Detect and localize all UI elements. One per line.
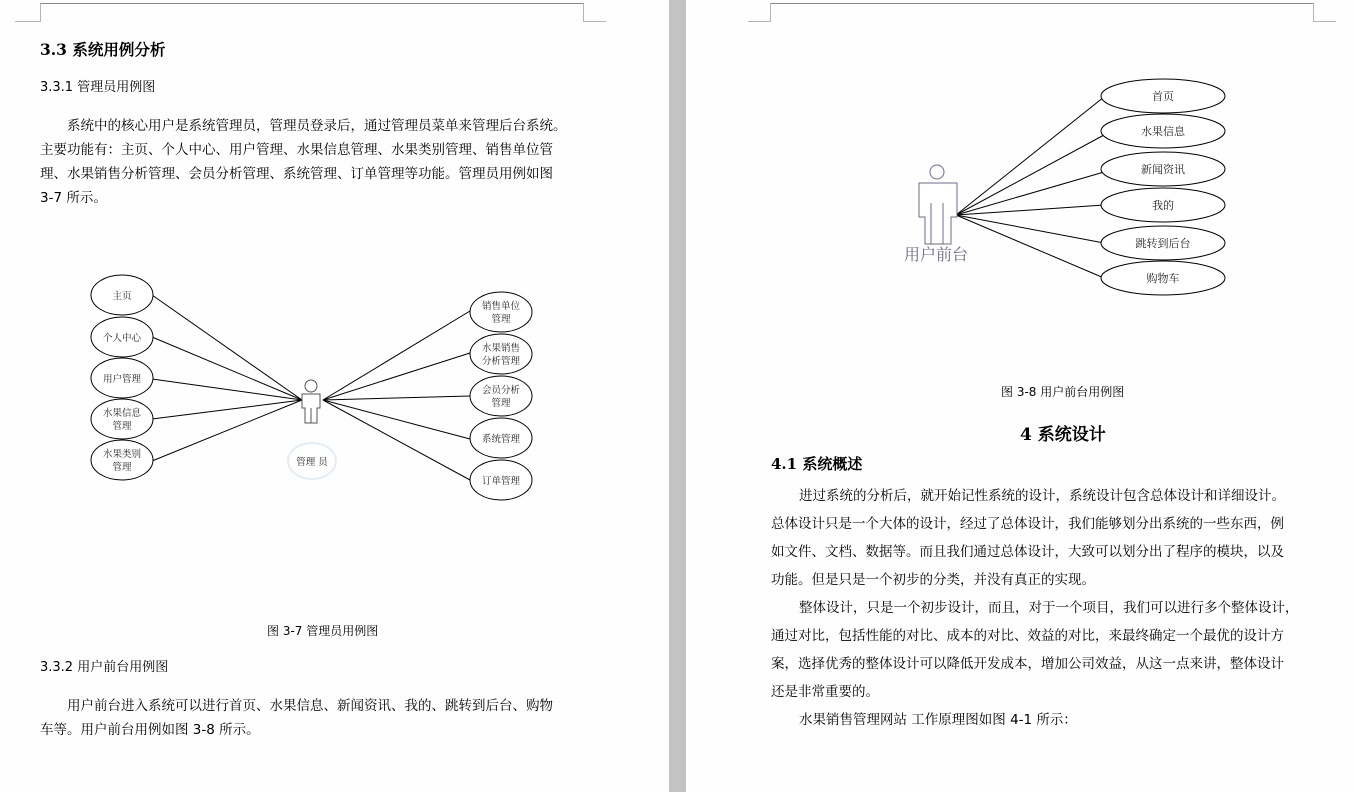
user-use-case-diagram (886, 75, 1236, 305)
use-case-label: 购物车 (1146, 272, 1180, 285)
use-case-label: 会员分析 (481, 385, 521, 396)
actor-label: 用户前台 (903, 245, 969, 264)
use-case-label: 水果销售 (481, 343, 521, 354)
paragraph-working-principle: 水果销售管理网站 工作原理图如图 4-1 所示： (799, 712, 1077, 728)
crop-mark (583, 3, 584, 21)
figure-caption: 图 3-7 管理员用例图 (267, 624, 379, 638)
paragraph-admin-intro: 系统中的核心用户是系统管理员，管理员登录后，通过管理员菜单来管理后台系统。 主要功能有：主页、个人中心、用户管理、水果信息管理、水果类别管理、销售单位管 理、水果销售分析管理、会员分析管理、系统管理、订单管理等功能。管理员用例如图 3-7 所示。 (40, 118, 567, 206)
use-case-ellipse (470, 376, 532, 416)
use-case-label: 个人中心 (102, 333, 142, 344)
crop-mark (748, 21, 771, 22)
section-heading: 3.3 系统用例分析 (40, 40, 166, 59)
use-case-label: 管理 (112, 421, 132, 432)
use-case-label: 跳转到后台 (1135, 237, 1191, 250)
header-line (770, 3, 1313, 4)
crop-mark (1313, 21, 1336, 22)
use-case-label: 管理 (112, 462, 132, 473)
use-case-ellipse (470, 292, 532, 332)
actor-admin-icon (302, 380, 320, 423)
use-case-label: 主页 (112, 291, 132, 302)
use-case-label: 我的 (1152, 199, 1174, 212)
use-case-ellipse (91, 399, 153, 439)
use-case-label: 订单管理 (481, 476, 521, 487)
header-line (40, 3, 583, 4)
crop-mark (583, 21, 606, 22)
paragraph-overall-design: 整体设计，只是一个初步设计，而且，对于一个项目，我们可以进行多个整体设计， 通过对比，包括性能的对比、成本的对比、效益的对比，来最终确定一个最优的设计方 案，选择优秀的整体设计可以降低开发成本，增加公司效益，从这一点来讲，整体设计 还是非常重要的。 (771, 600, 1299, 700)
use-case-label: 分析管理 (481, 356, 521, 367)
use-case-label: 水果类别 (102, 449, 142, 460)
document-page-left (0, 0, 669, 792)
subsection-heading: 3.3.1 管理员用例图 (40, 80, 156, 95)
use-case-label: 管理 (491, 314, 511, 325)
crop-mark (40, 3, 41, 21)
crop-mark (15, 21, 41, 22)
document-page-right (686, 0, 1354, 792)
paragraph-user-intro: 用户前台进入系统可以进行首页、水果信息、新闻资讯、我的、跳转到后台、购物 车等。用户前台用例如图 3-8 所示。 (40, 698, 553, 738)
use-case-ellipse (470, 334, 532, 374)
paragraph-overview: 进过系统的分析后，就开始记性系统的设计，系统设计包含总体设计和详细设计。 总体设计只是一个大体的设计，经过了总体设计，我们能够划分出系统的一些东西，例 如文件、文档、数据等。而且我们通过总体设计，大致可以划分出了程序的模块，以及 功能。但是只是一个初步的分类，并没有真正的实现。 (771, 488, 1285, 588)
section-heading: 4.1 系统概述 (771, 455, 863, 473)
use-case-label: 新闻资讯 (1141, 163, 1185, 176)
use-case-label: 管理 (491, 398, 511, 409)
actor-user-icon (919, 165, 957, 244)
use-case-label: 销售单位 (481, 301, 521, 312)
use-case-ellipse (91, 440, 153, 480)
figure-caption: 图 3-8 用户前台用例图 (1001, 385, 1125, 399)
chapter-heading: 4 系统设计 (1020, 425, 1106, 445)
crop-mark (770, 3, 771, 21)
crop-mark (1313, 3, 1314, 21)
use-case-label: 水果信息 (1141, 125, 1185, 138)
use-case-label: 系统管理 (481, 434, 521, 445)
actor-label: 管理 员 (296, 457, 328, 468)
use-case-label: 首页 (1152, 90, 1174, 103)
use-case-label: 用户管理 (102, 374, 142, 385)
subsection-heading: 3.3.2 用户前台用例图 (40, 660, 169, 675)
use-case-label: 水果信息 (102, 408, 142, 419)
admin-use-case-diagram (80, 270, 550, 505)
